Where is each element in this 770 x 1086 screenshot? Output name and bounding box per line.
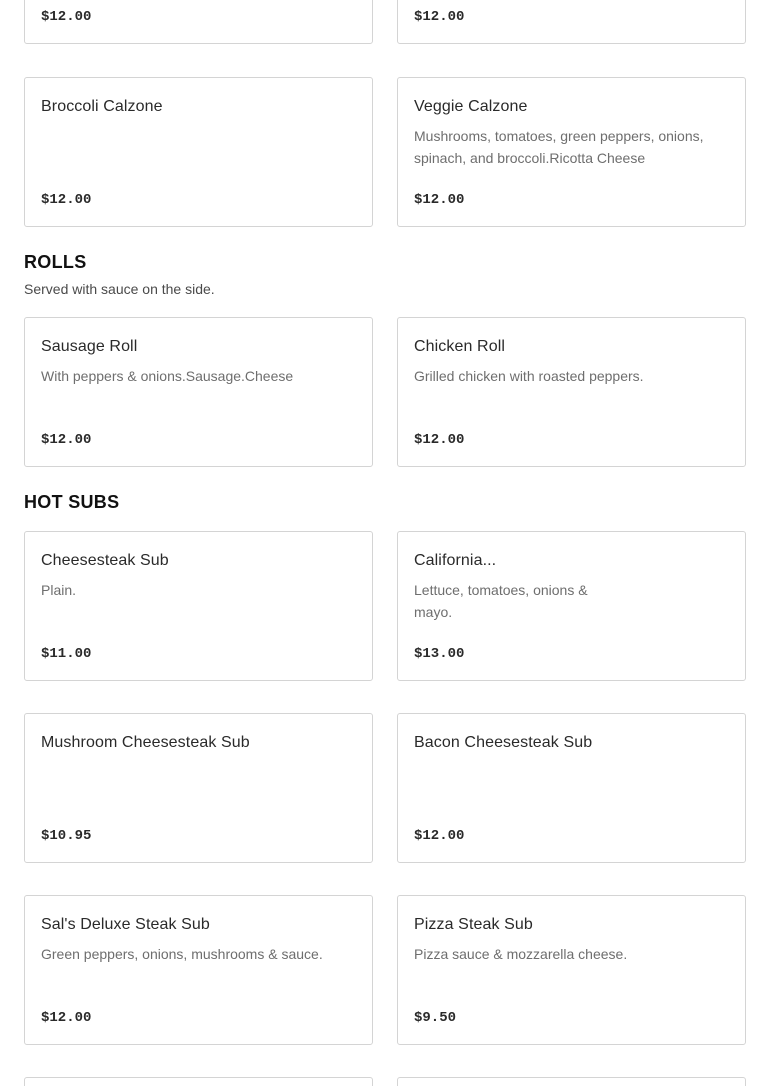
menu-item-card[interactable] xyxy=(24,713,373,863)
item-description: Lettuce, tomatoes, onions & mayo. xyxy=(414,582,588,620)
section-subtitle-rolls: Served with sauce on the side. xyxy=(24,281,215,297)
item-description: Plain. xyxy=(41,582,77,598)
item-price: $12.00 xyxy=(414,9,465,25)
item-description: Pizza sauce & mozzarella cheese. xyxy=(414,946,628,962)
item-description: Green peppers, onions, mushrooms & sauce. xyxy=(41,946,323,962)
item-description: Mushrooms, tomatoes, green peppers, onions, spinach, and broccoli.Ricotta Cheese xyxy=(414,128,704,166)
menu-item-card[interactable] xyxy=(397,77,746,227)
item-name: Bacon Cheesesteak Sub xyxy=(414,734,593,751)
item-price: $13.00 xyxy=(414,646,465,662)
item-price: $12.00 xyxy=(41,9,92,25)
item-price: $12.00 xyxy=(414,192,465,208)
item-price: $12.00 xyxy=(414,828,465,844)
item-name: Sal's Deluxe Steak Sub xyxy=(41,916,210,933)
item-price: $12.00 xyxy=(41,192,92,208)
menu-item-card[interactable] xyxy=(397,895,746,1045)
menu-item-card[interactable] xyxy=(397,1077,746,1086)
item-price: $11.00 xyxy=(41,646,92,662)
item-price: $9.50 xyxy=(414,1010,457,1026)
menu-item-card[interactable] xyxy=(24,1077,373,1086)
item-price: $12.00 xyxy=(41,432,92,448)
menu-item-card[interactable] xyxy=(24,77,373,227)
item-description: With peppers & onions.Sausage.Cheese xyxy=(41,368,294,384)
item-name: Sausage Roll xyxy=(41,338,138,355)
item-price: $12.00 xyxy=(414,432,465,448)
item-description: Grilled chicken with roasted peppers. xyxy=(414,368,644,384)
item-name: Pizza Steak Sub xyxy=(414,916,533,933)
menu-item-card[interactable] xyxy=(24,895,373,1045)
item-name: Cheesesteak Sub xyxy=(41,552,169,569)
section-title-hot-subs: HOT SUBS xyxy=(24,492,120,512)
menu-item-card[interactable] xyxy=(397,317,746,467)
menu-item-card[interactable] xyxy=(24,0,373,44)
menu-item-card[interactable] xyxy=(397,713,746,863)
item-name: California... xyxy=(414,552,497,569)
menu-item-card[interactable] xyxy=(397,0,746,44)
section-title-rolls: ROLLS xyxy=(24,252,87,272)
menu-item-card[interactable] xyxy=(24,317,373,467)
item-name: Mushroom Cheesesteak Sub xyxy=(41,734,250,751)
menu-item-card[interactable] xyxy=(24,531,373,681)
menu-item-card[interactable] xyxy=(397,531,746,681)
item-name: Chicken Roll xyxy=(414,338,506,355)
item-name: Broccoli Calzone xyxy=(41,98,163,115)
item-price: $10.95 xyxy=(41,828,92,844)
item-price: $12.00 xyxy=(41,1010,92,1026)
item-name: Veggie Calzone xyxy=(414,98,528,115)
